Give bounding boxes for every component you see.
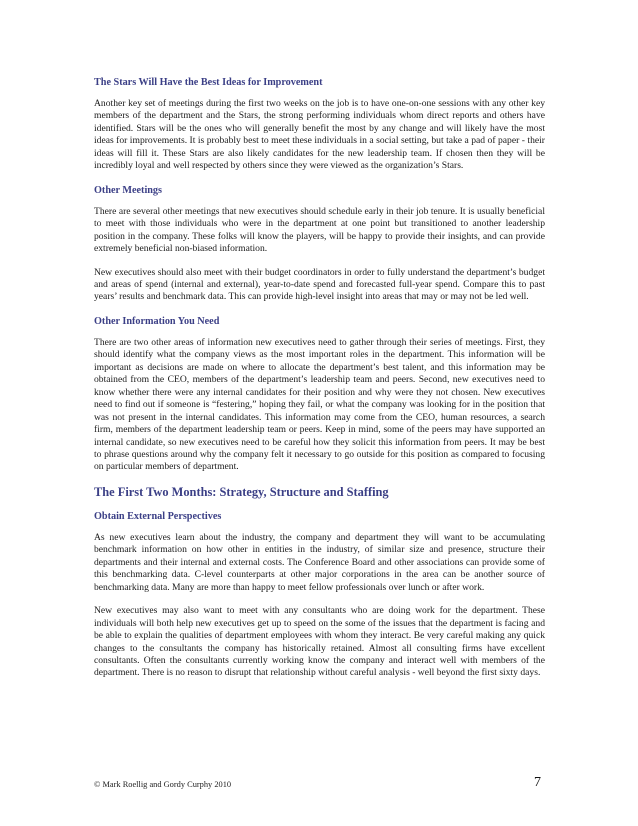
section-heading-stars: The Stars Will Have the Best Ideas for Improvement [94,77,323,88]
paragraph-stars: Another key set of meetings during the first two weeks on the job is to have one-on-one sessions with any other key members of the department and the Stars, the strong performing individuals whom direct reports and others have identified. Stars will be the ones who will generally benefit the most by any change and will likely have the most ideas for improvements. It is probably best to meet these individuals in a social setting, but take a pad of paper - their ideas will fill it. These Stars are also likely candidates for the new leadership team. If chosen then they will be incredibly loyal and well respected by others since they were viewed as the organization’s Stars. [94,98,545,172]
major-heading-first-two-months: The First Two Months: Strategy, Structure and Staffing [94,484,389,499]
section-heading-other-meetings: Other Meetings [94,184,162,196]
footer-copyright: © Mark Roellig and Gordy Curphy 2010 [94,780,232,789]
paragraph-other-information: There are two other areas of information new executives need to gather through their series of meetings. First, they should identify what the company views as the most important roles in the department. This information will be important as decisions are made on where to allocate the department’s best talent, and this information may be obtained from the CEO, members of the department’s leadership team and peers. Second, new executives need to know whether there were any internal candidates for their position and why were they not chosen. New executives need to find out if someone is “festering,” hoping they fail, or what the company was looking for in the position that was not present in the internal candidates. This information may come from the CEO, human resources, a search firm, members of the department leadership team or peers. Keep in mind, some of the peers may have supported an internal candidate, so new executives need to be careful how they solicit this information from peers. It may be best to phrase questions around why the company felt it necessary to go outside for this position as compared to focusing on particular members of department. [94,336,545,473]
paragraph-external-perspectives-1: As new executives learn about the industry, the company and department they will want to be accumulating benchmark information on how other in entities in the industry, of similar size and presence, structure their departments and their internal and external costs. The Conference Board and other associations can provide some of this benchmarking data. C-level counterparts at other major corporations in the area can be another source of benchmarking data. Many are more than happy to meet fellow professionals over lunch or after work. [94,531,545,593]
section-heading-external-perspectives: Obtain External Perspectives [94,510,222,522]
paragraph-other-meetings-2: New executives should also meet with their budget coordinators in order to fully understand the department’s budget and areas of spend (internal and external), year-to-date spend and forecasted full-year spend. Compare this to past years’ results and benchmark data. This can provide high-level insight into areas that may or may not be led well. [94,266,545,303]
document-page [94,76,545,691]
paragraph-external-perspectives-2: New executives may also want to meet with any consultants who are doing work for the department. These individuals will both help new executives get up to speed on the some of the issues that the department is facing and be able to explain the qualities of department employees with whom they interact. Be very careful making any quick changes to the consultants the company has historically retained. Almost all consulting firms have excellent consultants. Often the consultants currently working know the company and interact well with members of the department. There is no reason to disrupt that relationship without careful analysis - well beyond the first sixty days. [94,605,545,679]
paragraph-other-meetings-1: There are several other meetings that new executives should schedule early in their job tenure. It is usually beneficial to meet with those individuals who were in the department at one point but transitioned to another leadership position in the company. These folks will know the players, will be happy to provide their insights, and can provide extremely beneficial non-biased information. [94,205,545,255]
page-number: 7 [534,775,541,790]
section-heading-other-information: Other Information You Need [94,315,220,327]
